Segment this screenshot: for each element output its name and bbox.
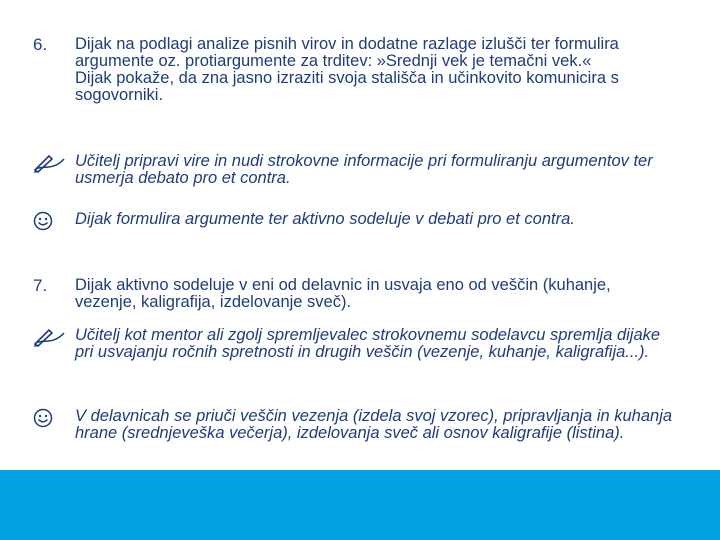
smiley-face-icon: [33, 408, 69, 428]
item-text: [75, 211, 675, 228]
item-paragraph: Dijak pokaže, da zna jasno izraziti svoja stališča in učinkovito komunicira s sogovorniki.: [75, 69, 619, 104]
item-number: 6.: [33, 35, 48, 54]
item-paragraph: Dijak aktivno sodeluje v eni od delavnic in usvaja eno od veščin (kuhanje, vezenje, kaligrafija, izdelovanje sveč).: [75, 276, 611, 311]
item-text: [75, 408, 675, 442]
item-paragraph: V delavnicah se priuči veščin vezenja (izdela svoj vzorec), pripravljanja in kuhanja hrane (srednjeveška večerja), izdelovanja sveč ali osnov kaligrafije (listina).: [75, 407, 673, 442]
pen-writing-icon: [33, 153, 69, 173]
item-paragraph: Dijak formulira argumente ter aktivno sodeluje v debati pro et contra.: [75, 210, 575, 228]
footer-bar: [0, 470, 720, 540]
smiley-face-icon: [33, 211, 69, 231]
item-text: [75, 327, 675, 361]
item-number: 7.: [33, 276, 48, 295]
pen-writing-icon: [33, 327, 69, 347]
item-paragraph: Učitelj pripravi vire in nudi strokovne informacije pri formuliranju argumentov ter usmerja debato pro et contra.: [75, 152, 653, 187]
item-text: [75, 153, 675, 187]
item-text: [75, 277, 675, 311]
item-text: [75, 36, 675, 104]
item-paragraph: Dijak na podlagi analize pisnih virov in dodatne razlage izlušči ter formulira argumente oz. protiargumente za trditev: »Srednji vek je temačni vek.«: [75, 35, 619, 70]
item-paragraph: Učitelj kot mentor ali zgolj spremljevalec strokovnemu sodelavcu spremlja dijake pri usvajanju ročnih spretnosti in drugih veščin (vezenje, kuhanje, kaligrafija...).: [75, 326, 661, 361]
